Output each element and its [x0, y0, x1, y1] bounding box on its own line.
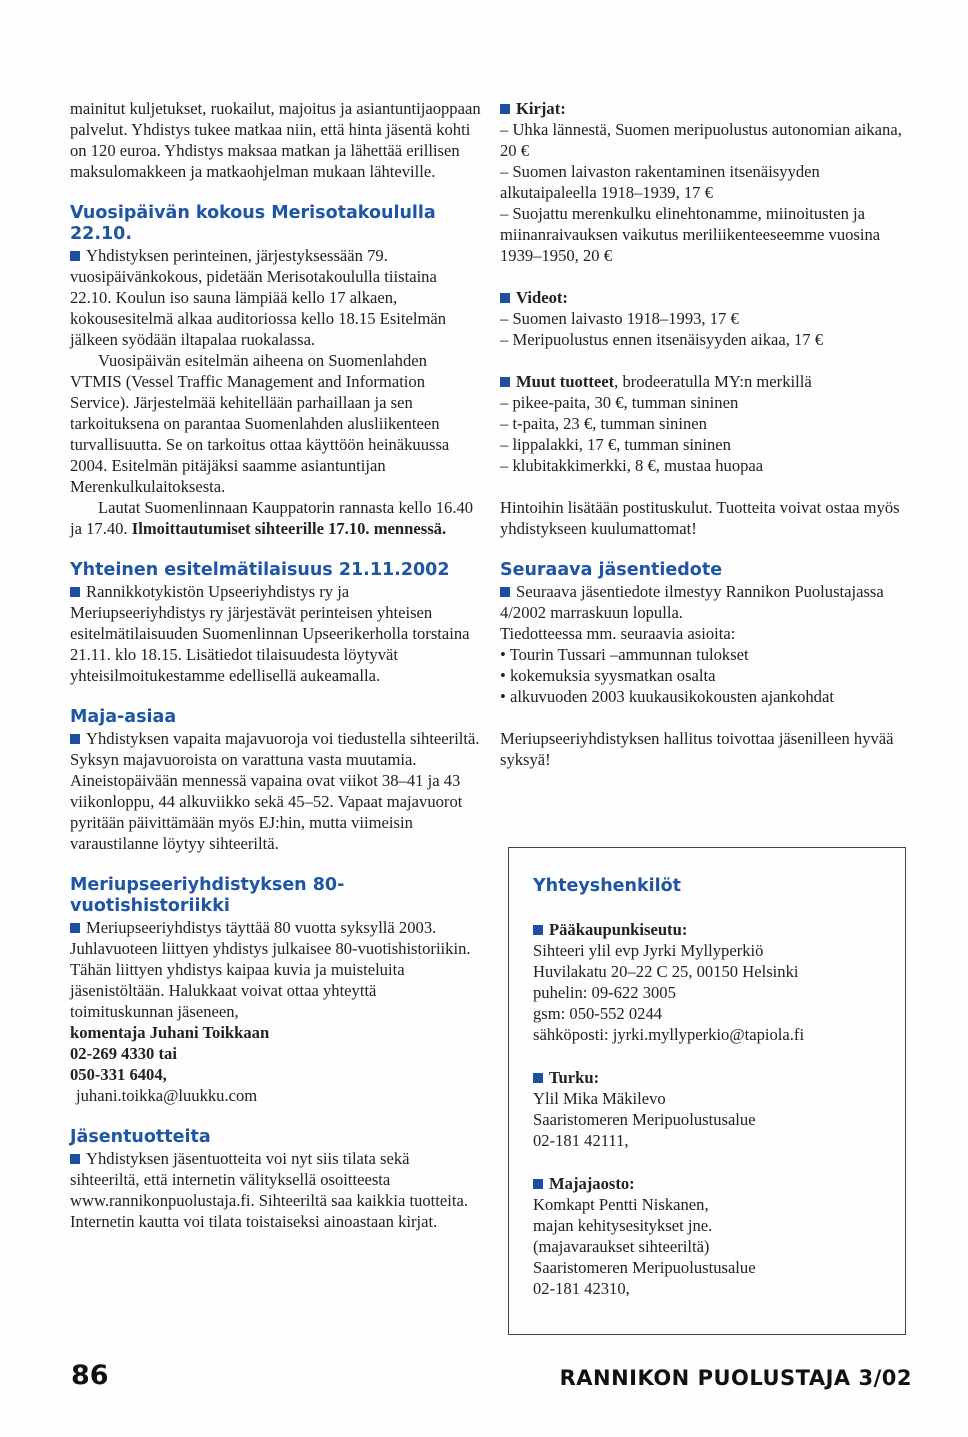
contact-line: Huvilakatu 20–22 C 25, 00150 Helsinki	[533, 962, 799, 981]
contacts-box	[508, 847, 906, 1335]
contact-email: juhani.toikka@luukku.com	[76, 1086, 258, 1105]
list-item: – t-paita, 23 €, tumman sininen	[500, 414, 707, 433]
contact-line: Sihteeri ylil evp Jyrki Myllyperkiö	[533, 941, 764, 960]
contact-line: sähköposti: jyrki.myllyperkio@tapiola.fi	[533, 1025, 805, 1044]
block-label: Videot:	[516, 288, 568, 307]
closing-greeting: Meriupseeriyhdistyksen hallitus toivottaa jäsenilleen hyvää syksyä!	[500, 729, 894, 769]
square-bullet-icon	[70, 1154, 80, 1164]
contact-line: Saaristomeren Meripuolustusalue	[533, 1110, 756, 1129]
paragraph: Meriupseeriyhdistys täyttää 80 vuotta syksyllä 2003. Juhlavuoteen liittyen yhdistys julkaisee 80-vuotishistoriikin. Tähän liittyen yhdistys kaipaa kuvia ja muisteluita jäsenistöltään. Halukkaat voivat ottaa yhteyttä toimituskunnan jäseneen,	[70, 918, 471, 1021]
square-bullet-icon	[500, 293, 510, 303]
section-title: Jäsentuotteita	[70, 1127, 211, 1147]
square-bullet-icon	[70, 734, 80, 744]
square-bullet-icon	[70, 251, 80, 261]
registration-deadline: Ilmoittautumiset sihteerille 17.10. mennessä.	[131, 519, 447, 538]
section-title: Maja-asiaa	[70, 707, 177, 727]
list-item: – Suomen laivaston rakentaminen itsenäisyyden alkutaipaleella 1918–1939, 17 €	[500, 162, 820, 202]
price-note: Hintoihin lisätään postituskulut. Tuotteita voivat ostaa myös yhdistykseen kuulumattomat!	[500, 498, 900, 538]
paragraph: Yhdistyksen vapaita majavuoroja voi tiedustella sihteeriltä. Syksyn majavuoroista on varattuna vasta muutamia. Aineistopäivään mennessä vapaina ovat viikot 38–41 ja 43 viikonloppu, 44 alkuviikko sekä 45–52. Vapaat majavuorot pyritään päivittämään myös EJ:hin, mutta viimeisin varaustilanne löytyy sihteeriltä.	[70, 729, 480, 853]
list-item: – pikee-paita, 30 €, tumman sininen	[500, 393, 739, 412]
paragraph: Yhdistyksen jäsentuotteita voi nyt siis tilata sekä sihteeriltä, että internetin välityksellä osoitteesta www.rannikonpuolustaja.fi. Sihteeriltä saa kaikkia tuotteita. Internetin kautta voi tilata toistaiseksi ainoastaan kirjat.	[70, 1149, 468, 1231]
contact-phone: 02-269 4330 tai	[70, 1044, 177, 1063]
list-item: • alkuvuoden 2003 kuukausikokousten ajankohdat	[500, 687, 834, 706]
square-bullet-icon	[533, 1179, 543, 1189]
list-item: • kokemuksia syysmatkan osalta	[500, 666, 716, 685]
kirjat-block	[500, 98, 912, 266]
paragraph: Vuosipäivän esitelmän aiheena on Suomenlahden VTMIS (Vessel Traffic Management and Information Service). Järjestelmää kehitellään parhaillaan ja sen tarkoituksena on parantaa Suomenlahden alusliikenteen turvallisuutta. Se on tarkoitus ottaa käyttöön heinäkuussa 2004. Esitelmän pitäjäksi saamme asiantuntijan Merenkulkulaitoksesta.	[70, 351, 450, 496]
section-tuotteet	[70, 1127, 482, 1232]
contact-line: Saaristomeren Meripuolustusalue	[533, 1258, 756, 1277]
square-bullet-icon	[500, 587, 510, 597]
contact-line: Ylil Mika Mäkilevo	[533, 1089, 666, 1108]
contact-name: komentaja Juhani Toikkaan	[70, 1023, 270, 1042]
contact-block-helsinki	[533, 919, 883, 1045]
contact-line: puhelin: 09-622 3005	[533, 983, 676, 1002]
block-label: Majajaosto:	[549, 1174, 635, 1193]
section-tiedote	[500, 560, 912, 707]
contact-phone: 050-331 6404,	[70, 1065, 167, 1084]
paragraph: Lautat Suomenlinnaan Kauppatorin rannasta kello 16.40 ja 17.40. Ilmoittautumiset sihteerille 17.10. mennessä.	[70, 498, 474, 538]
intro-paragraph: mainitut kuljetukset, ruokailut, majoitus ja asiantuntijaoppaan palvelut. Yhdistys tukee matkaa niin, että hinta jäsentä kohti on 120 euroa. Yhdistys maksaa matkan ja lähettää erillisen maksulomakkeen ja matkaohjelman mukaan lähteville.	[70, 99, 481, 181]
section-title: Yhteinen esitelmätilaisuus 21.11.2002	[70, 560, 450, 580]
contact-line: gsm: 050-552 0244	[533, 1004, 663, 1023]
square-bullet-icon	[500, 377, 510, 387]
section-title: Seuraava jäsentiedote	[500, 560, 723, 580]
square-bullet-icon	[70, 587, 80, 597]
paragraph: Tiedotteessa mm. seuraavia asioita:	[500, 624, 736, 643]
right-column	[500, 98, 912, 770]
square-bullet-icon	[533, 925, 543, 935]
block-label: Muut tuotteet	[516, 372, 615, 391]
contact-line: 02-181 42111,	[533, 1131, 629, 1150]
contact-line: (majavaraukset sihteeriltä)	[533, 1237, 710, 1256]
contact-line: Komkapt Pentti Niskanen,	[533, 1195, 709, 1214]
contacts-title: Yhteyshenkilöt	[533, 876, 681, 896]
section-title: Meriupseeriyhdistyksen 80-vuotishistoriikki	[70, 875, 345, 916]
section-historiikki	[70, 875, 482, 1106]
paragraph: Yhdistyksen perinteinen, järjestyksessään 79. vuosipäivänkokous, pidetään Merisotakoululla tiistaina 22.10. Koulun iso sauna lämpiää kello 17 alkaen, kokousesitelmä alkaa auditoriossa kello 18.15 Esitelmän jälkeen syödään iltapalaa ruokalassa.	[70, 246, 447, 349]
section-esitelma	[70, 560, 482, 686]
magazine-title: RANNIKON PUOLUSTAJA 3/02	[559, 1366, 912, 1390]
contact-block-turku	[533, 1067, 883, 1151]
list-item: – Suomen laivasto 1918–1993, 17 €	[500, 309, 739, 328]
list-item: – klubitakkimerkki, 8 €, mustaa huopaa	[500, 456, 764, 475]
square-bullet-icon	[500, 104, 510, 114]
list-item: – Meripuolustus ennen itsenäisyyden aikaa, 17 €	[500, 330, 824, 349]
section-title: Vuosipäivän kokous Merisotakoululla 22.10.	[70, 203, 436, 244]
list-item: • Tourin Tussari –ammunnan tulokset	[500, 645, 749, 664]
page-number: 86	[71, 1360, 109, 1391]
left-column	[70, 98, 482, 1232]
block-label: Turku:	[549, 1068, 600, 1087]
list-item: – Uhka lännestä, Suomen meripuolustus autonomian aikana, 20 €	[500, 120, 902, 160]
section-maja	[70, 707, 482, 854]
list-item: – Suojattu merenkulku elinehtonamme, miinoitusten ja miinanraivauksen vaikutus meriliikenteeseemme vuosina 1939–1950, 20 €	[500, 204, 881, 265]
square-bullet-icon	[70, 923, 80, 933]
contact-block-majajaosto	[533, 1173, 883, 1299]
paragraph: Rannikkotykistön Upseeriyhdistys ry ja Meriupseeriyhdistys ry järjestävät perinteisen yhteisen esitelmätilaisuuden Suomenlinnan Upseerikerholla torstaina 21.11. klo 18.15. Lisätiedot tilaisuudesta löytyvät yhteisilmoitukestamme edellisellä aukeamalla.	[70, 582, 470, 685]
block-label: Kirjat:	[516, 99, 566, 118]
block-label: Pääkaupunkiseutu:	[549, 920, 688, 939]
square-bullet-icon	[533, 1073, 543, 1083]
section-kokous	[70, 203, 482, 539]
muut-block: Muut tuotteet, brodeeratulla MY:n merkillä – pikee-paita, 30 €, tumman sininen – t-paita, 23 €, tumman sininen – lippalakki, 17 €, tumman sininen – klubitakkimerkki, 8 €, mustaa huopaa	[500, 371, 912, 476]
contact-line: majan kehitysesitykset jne.	[533, 1216, 713, 1235]
list-item: – lippalakki, 17 €, tumman sininen	[500, 435, 731, 454]
contact-line: 02-181 42310,	[533, 1279, 630, 1298]
paragraph: Seuraava jäsentiedote ilmestyy Rannikon Puolustajassa 4/2002 marraskuun lopulla.	[500, 582, 884, 622]
videot-block	[500, 287, 912, 350]
